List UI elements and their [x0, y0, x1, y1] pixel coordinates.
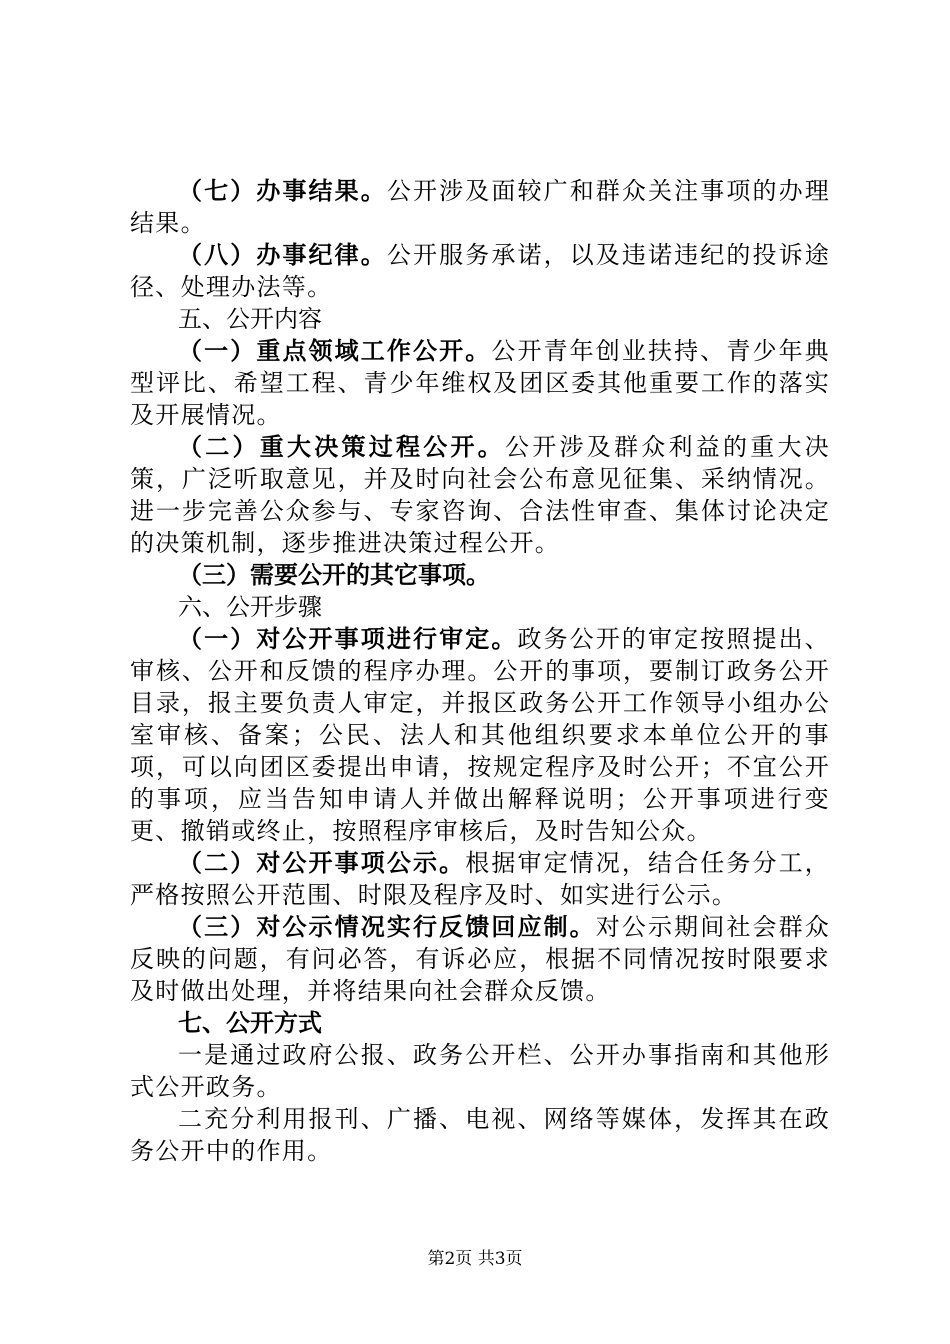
paragraph [130, 1039, 830, 1103]
paragraph [130, 623, 830, 847]
paragraph-lead: （七）办事结果。 [178, 177, 387, 205]
paragraph [130, 1103, 830, 1167]
page-footer: 第2页 共3页 [427, 1249, 523, 1269]
section-heading: 七、公开方式 [178, 1009, 322, 1037]
paragraph-text: 对公示期间社会群众反映的问题，有问必答，有诉必应，根据不同情况按时限要求及时做出处理，并将结果向社会群众反馈。 [130, 913, 830, 1005]
paragraph [130, 431, 830, 559]
document-body [130, 175, 830, 1167]
paragraph [130, 335, 830, 431]
paragraph-text: 公开青年创业扶持、青少年典型评比、希望工程、青少年维权及团区委其他重要工作的落实及开展情况。 [130, 337, 830, 429]
paragraph-lead: （一）对公开事项进行审定。 [178, 625, 518, 653]
paragraph-text: 公开涉及群众利益的重大决策，广泛听取意见，并及时向社会公布意见征集、采纳情况。进一步完善公众参与、专家咨询、合法性审查、集体讨论决定的决策机制，逐步推进决策过程公开。 [130, 433, 830, 557]
paragraph-lead: （二）对公开事项公示。 [178, 849, 466, 877]
paragraph [130, 239, 830, 303]
section-heading: 六、公开步骤 [178, 593, 322, 621]
paragraph [130, 175, 830, 239]
paragraph-text: 公开服务承诺，以及违诺违纪的投诉途径、处理办法等。 [130, 241, 830, 301]
paragraph-lead: （一）重点领域工作公开。 [178, 337, 492, 365]
paragraph-text: 公开涉及面较广和群众关注事项的办理结果。 [130, 177, 830, 237]
paragraph-text: 政务公开的审定按照提出、审核、公开和反馈的程序办理。公开的事项，要制订政务公开目录，报主要负责人审定，并报区政务公开工作领导小组办公室审核、备案；公民、法人和其他组织要求本单位公开的事项，可以向团区委提出申请，按规定程序及时公开；不宜公开的事项，应当告知申请人并做出解释说明；公开事项进行变更、撤销或终止，按照程序审核后，及时告知公众。 [130, 625, 830, 845]
paragraph-text: 根据审定情况，结合任务分工，严格按照公开范围、时限及程序及时、如实进行公示。 [130, 849, 830, 909]
section-heading: 五、公开内容 [178, 305, 322, 333]
paragraph [130, 847, 830, 911]
paragraph-lead: （三）对公示情况实行反馈回应制。 [178, 913, 596, 941]
paragraph-text: 二充分利用报刊、广播、电视、网络等媒体，发挥其在政务公开中的作用。 [130, 1105, 830, 1165]
paragraph-text: 一是通过政府公报、政务公开栏、公开办事指南和其他形式公开政务。 [130, 1041, 830, 1101]
section-heading: （三）需要公开的其它事项。 [178, 561, 490, 589]
paragraph [130, 911, 830, 1007]
paragraph-lead: （八）办事纪律。 [178, 241, 387, 269]
paragraph-lead: （二）重大决策过程公开。 [178, 433, 505, 461]
